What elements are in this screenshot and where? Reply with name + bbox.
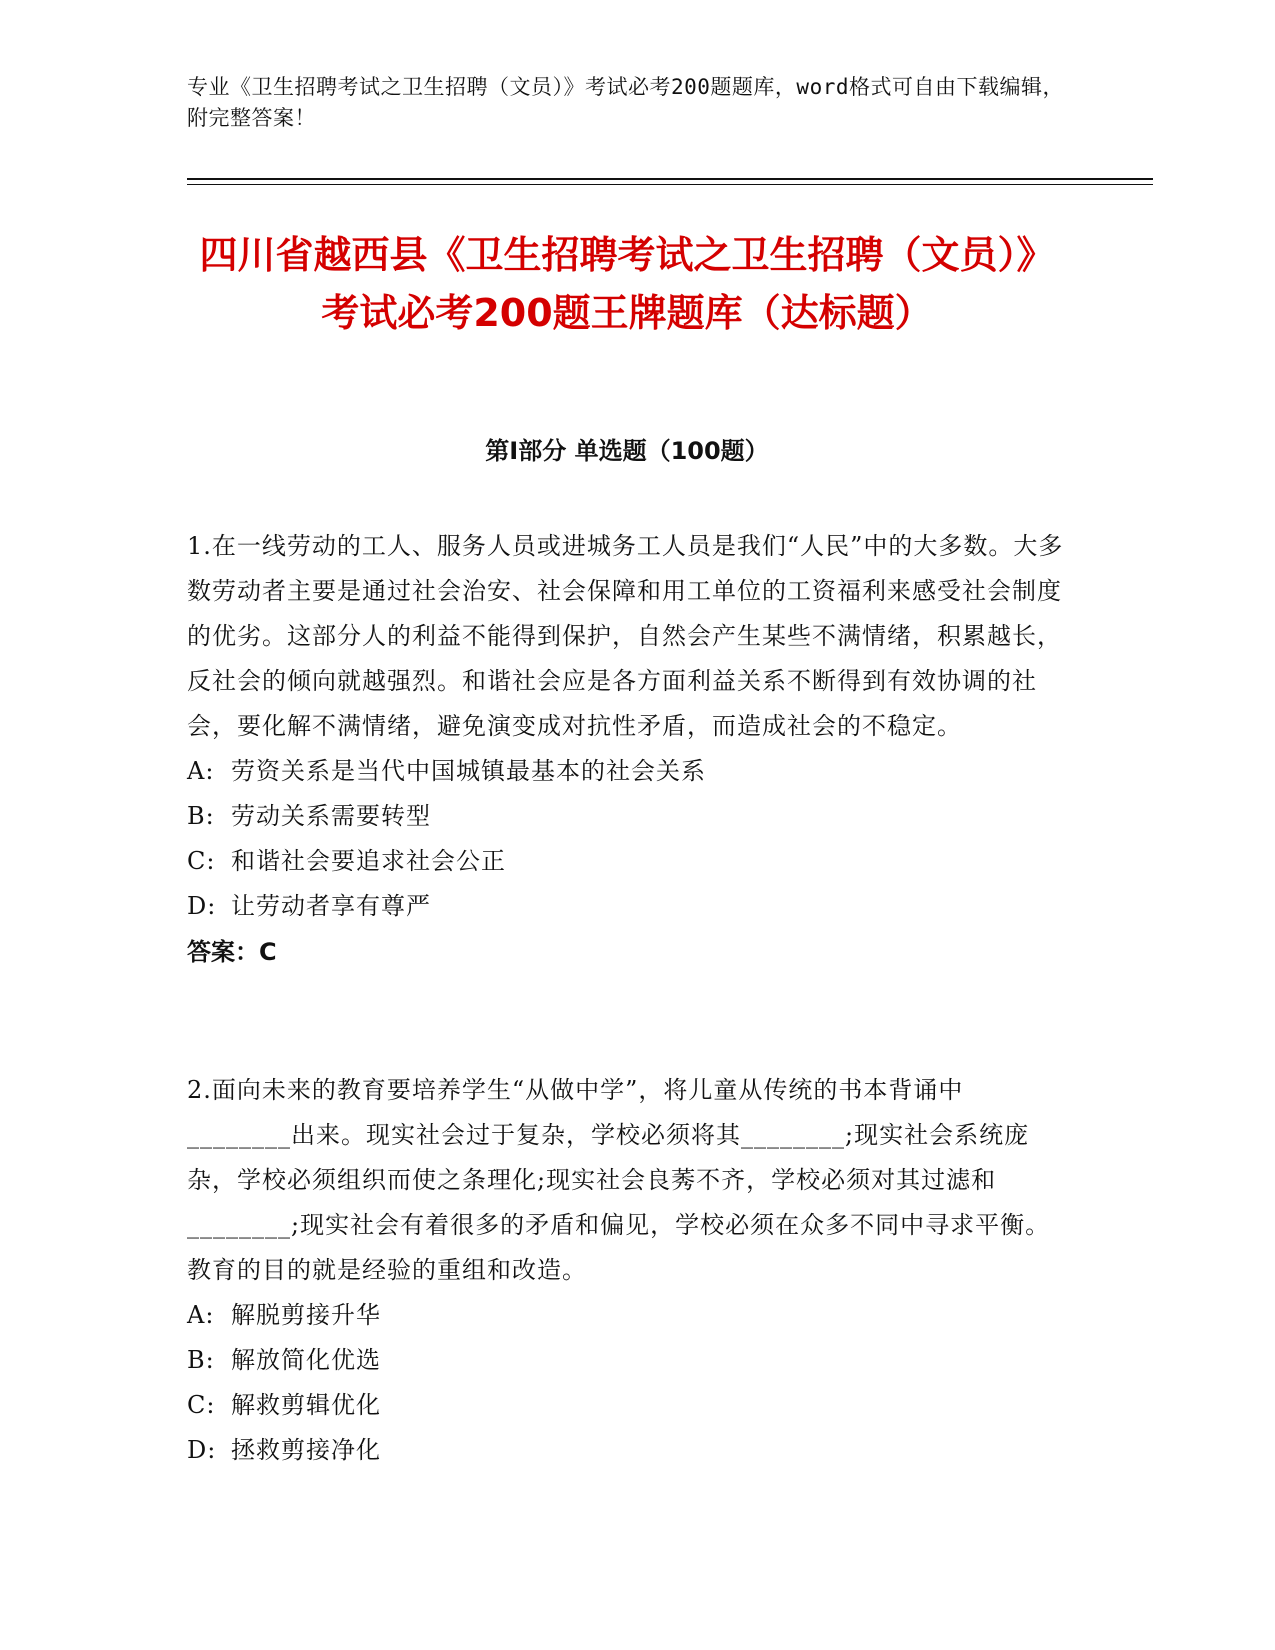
option-text: 劳资关系是当代中国城镇最基本的社会关系 [231,757,706,785]
question-stem: 2.面向未来的教育要培养学生“从做中学”，将儿童从传统的书本背诵中________出来。现实社会过于复杂，学校必须将其________;现实社会系统庞杂，学校必须组织而使之条理化;现实社会良莠不齐，学校必须对其过滤和________;现实社会有着很多的矛盾和偏见，学校必须在众多不同中寻求平衡。教育的目的就是经验的重组和改造。 [187,1076,1051,1284]
option-a [187,749,1067,794]
option-key: B: [187,1346,215,1374]
option-key: A: [187,1301,215,1329]
option-text: 让劳动者享有尊严 [231,892,431,920]
option-a [187,1293,1067,1338]
option-text: 拯救剪接净化 [231,1436,381,1464]
option-text: 解脱剪接升华 [231,1301,381,1329]
option-text: 解放简化优选 [231,1346,381,1374]
option-key: D: [187,892,217,920]
header-divider-thin [187,184,1153,185]
option-key: B: [187,802,215,830]
answer-line: 答案：C [187,938,277,966]
option-c [187,839,1067,884]
document-title: 四川省越西县《卫生招聘考试之卫生招聘（文员）》考试必考200题王牌题库（达标题） [199,233,1055,335]
header-note: 专业《卫生招聘考试之卫生招聘（文员）》考试必考200题题库，word格式可自由下载编辑，附完整答案！ [187,75,1064,130]
option-text: 劳动关系需要转型 [231,802,431,830]
question-1 [187,524,1067,972]
option-d [187,1428,1067,1473]
option-text: 和谐社会要追求社会公正 [231,847,506,875]
section-title: 第I部分 单选题（100题） [485,437,769,465]
option-key: C: [187,1391,216,1419]
option-d [187,884,1067,929]
option-b [187,794,1067,839]
question-2 [187,1068,1067,1473]
header-divider-thick [187,178,1153,180]
option-key: C: [187,847,216,875]
option-key: D: [187,1436,217,1464]
option-b [187,1338,1067,1383]
option-key: A: [187,757,215,785]
question-stem: 1.在一线劳动的工人、服务人员或进城务工人员是我们“人民”中的大多数。大多数劳动者主要是通过社会治安、社会保障和用工单位的工资福利来感受社会制度的优劣。这部分人的利益不能得到保护，自然会产生某些不满情绪，积累越长，反社会的倾向就越强烈。和谐社会应是各方面利益关系不断得到有效协调的社会，要化解不满情绪，避免演变成对抗性矛盾，而造成社会的不稳定。 [187,532,1064,740]
option-c [187,1383,1067,1428]
option-text: 解救剪辑优化 [231,1391,381,1419]
